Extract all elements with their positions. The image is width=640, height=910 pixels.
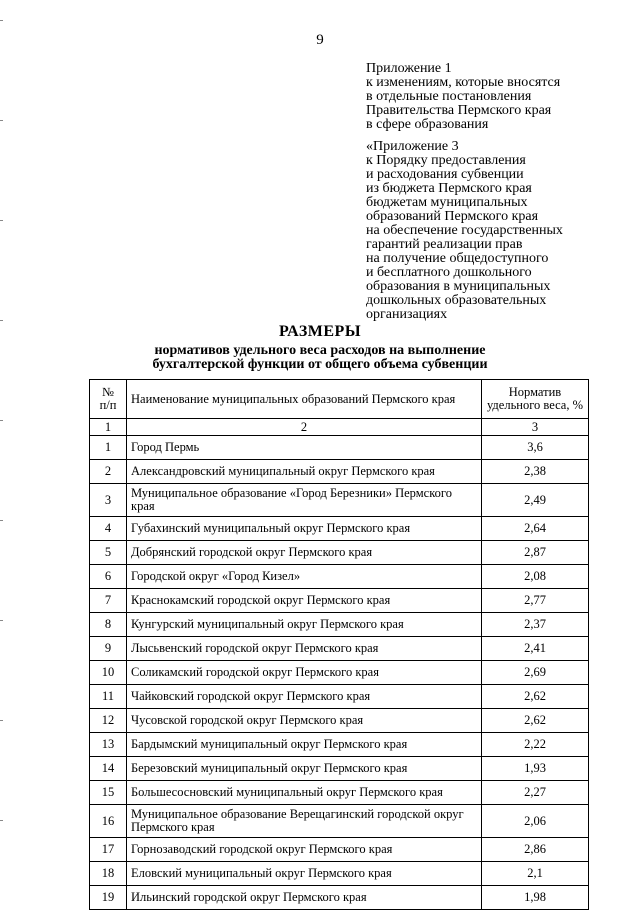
row-number: 14 (90, 757, 127, 781)
row-norm-value: 2,41 (482, 637, 589, 661)
row-norm-value: 2,06 (482, 805, 589, 838)
annex-3-line: организациях (366, 307, 448, 322)
table-row (90, 733, 589, 757)
row-norm-value: 1,98 (482, 886, 589, 910)
table-row (90, 589, 589, 613)
page-number: 9 (316, 32, 324, 48)
row-norm-value: 2,69 (482, 661, 589, 685)
table-row (90, 838, 589, 862)
annex-1-line: в сфере образования (366, 117, 489, 132)
row-norm-value: 2,37 (482, 613, 589, 637)
annex-3-line: и бесплатного дошкольного (366, 265, 532, 280)
annex-3-line: из бюджета Пермского края (366, 181, 532, 196)
annex-3-line: и расходования субвенции (366, 167, 524, 182)
row-number: 8 (90, 613, 127, 637)
row-number: 11 (90, 685, 127, 709)
row-norm-value: 2,64 (482, 517, 589, 541)
table-row (90, 484, 589, 517)
table-row (90, 637, 589, 661)
row-norm-value: 2,27 (482, 781, 589, 805)
annex-3-line: к Порядку предоставления (366, 153, 526, 168)
row-municipality-name: Добрянский городской округ Пермского края (127, 541, 482, 565)
row-number: 10 (90, 661, 127, 685)
row-number: 6 (90, 565, 127, 589)
row-norm-value: 2,49 (482, 484, 589, 517)
header-number-line-2: п/п (99, 398, 117, 412)
annex-1-line: Правительства Пермского края (366, 103, 552, 118)
row-norm-value: 2,62 (482, 709, 589, 733)
row-number: 12 (90, 709, 127, 733)
row-norm-value: 2,38 (482, 460, 589, 484)
header-name: Наименование муниципальных образований Пермского края (127, 380, 482, 419)
annex-3-line: на получение общедоступного (366, 251, 549, 266)
column-index: 1 (90, 419, 127, 436)
row-norm-value: 2,86 (482, 838, 589, 862)
table-row (90, 541, 589, 565)
annex-3-line: гарантий реализации прав (366, 237, 523, 252)
annex-3-line: бюджетам муниципальных (366, 195, 528, 210)
row-municipality-name: Краснокамский городской округ Пермского края (127, 589, 482, 613)
header-value-line-2: удельного веса, % (486, 398, 584, 412)
row-norm-value: 2,1 (482, 862, 589, 886)
row-municipality-name: Ильинский городской округ Пермского края (127, 886, 482, 910)
row-municipality-name: Большесосновский муниципальный округ Пермского края (127, 781, 482, 805)
norms-table (89, 379, 589, 910)
table-header-row (90, 380, 589, 419)
row-number: 17 (90, 838, 127, 862)
table-row (90, 613, 589, 637)
row-number: 7 (90, 589, 127, 613)
annex-3-line: образований Пермского края (366, 209, 539, 224)
column-index-row (90, 419, 589, 436)
header-number (90, 380, 127, 419)
table-row (90, 685, 589, 709)
annex-3-header (366, 140, 616, 322)
document-title: РАЗМЕРЫ (278, 323, 362, 340)
row-norm-value: 3,6 (482, 436, 589, 460)
annex-1-header (366, 62, 616, 132)
annex-1-line: Приложение 1 (366, 61, 452, 76)
row-municipality-name: Город Пермь (127, 436, 482, 460)
row-municipality-name: Еловский муниципальный округ Пермского края (127, 862, 482, 886)
table-row (90, 781, 589, 805)
row-number: 9 (90, 637, 127, 661)
row-number: 13 (90, 733, 127, 757)
table-row (90, 517, 589, 541)
annex-3-line: дошкольных образовательных (366, 293, 547, 308)
row-number: 5 (90, 541, 127, 565)
row-number: 19 (90, 886, 127, 910)
row-municipality-name: Соликамский городской округ Пермского края (127, 661, 482, 685)
row-municipality-name: Александровский муниципальный округ Пермского края (127, 460, 482, 484)
column-index: 3 (482, 419, 589, 436)
row-norm-value: 2,08 (482, 565, 589, 589)
row-number: 16 (90, 805, 127, 838)
row-municipality-name: Чусовской городской округ Пермского края (127, 709, 482, 733)
column-index: 2 (127, 419, 482, 436)
row-norm-value: 2,62 (482, 685, 589, 709)
row-municipality-name: Чайковский городской округ Пермского края (127, 685, 482, 709)
row-norm-value: 1,93 (482, 757, 589, 781)
row-number: 18 (90, 862, 127, 886)
row-number: 1 (90, 436, 127, 460)
row-municipality-name: Муниципальное образование «Город Березники» Пермского края (127, 484, 482, 517)
annex-3-line: «Приложение 3 (366, 139, 459, 154)
header-value (482, 380, 589, 419)
row-norm-value: 2,87 (482, 541, 589, 565)
annex-3-line: на обеспечение государственных (366, 223, 563, 238)
row-municipality-name: Березовский муниципальный округ Пермского края (127, 757, 482, 781)
table-row (90, 886, 589, 910)
row-municipality-name: Губахинский муниципальный округ Пермского края (127, 517, 482, 541)
row-norm-value: 2,22 (482, 733, 589, 757)
table-row (90, 805, 589, 838)
subtitle-line-2: бухгалтерской функции от общего объема субвенции (152, 357, 488, 372)
row-municipality-name: Лысьвенский городской округ Пермского края (127, 637, 482, 661)
table-row (90, 436, 589, 460)
document-subtitle (0, 344, 640, 372)
annex-3-line: образования в муниципальных (366, 279, 551, 294)
row-municipality-name: Бардымский муниципальный округ Пермского края (127, 733, 482, 757)
row-number: 15 (90, 781, 127, 805)
table-row (90, 757, 589, 781)
row-municipality-name: Муниципальное образование Верещагинский городской округ Пермского края (127, 805, 482, 838)
table-row (90, 460, 589, 484)
annex-1-line: в отдельные постановления (366, 89, 532, 104)
table-row (90, 709, 589, 733)
table-body (90, 419, 589, 910)
annex-1-line: к изменениям, которые вносятся (366, 75, 561, 90)
header-value-line-1: Норматив (508, 385, 562, 399)
row-norm-value: 2,77 (482, 589, 589, 613)
row-number: 4 (90, 517, 127, 541)
row-number: 2 (90, 460, 127, 484)
table-row (90, 862, 589, 886)
header-number-line-1: № (102, 385, 114, 399)
row-municipality-name: Городской округ «Город Кизел» (127, 565, 482, 589)
row-municipality-name: Горнозаводский городской округ Пермского края (127, 838, 482, 862)
row-number: 3 (90, 484, 127, 517)
table-row (90, 661, 589, 685)
subtitle-line-1: нормативов удельного веса расходов на выполнение (154, 343, 486, 358)
row-municipality-name: Кунгурский муниципальный округ Пермского края (127, 613, 482, 637)
table-row (90, 565, 589, 589)
